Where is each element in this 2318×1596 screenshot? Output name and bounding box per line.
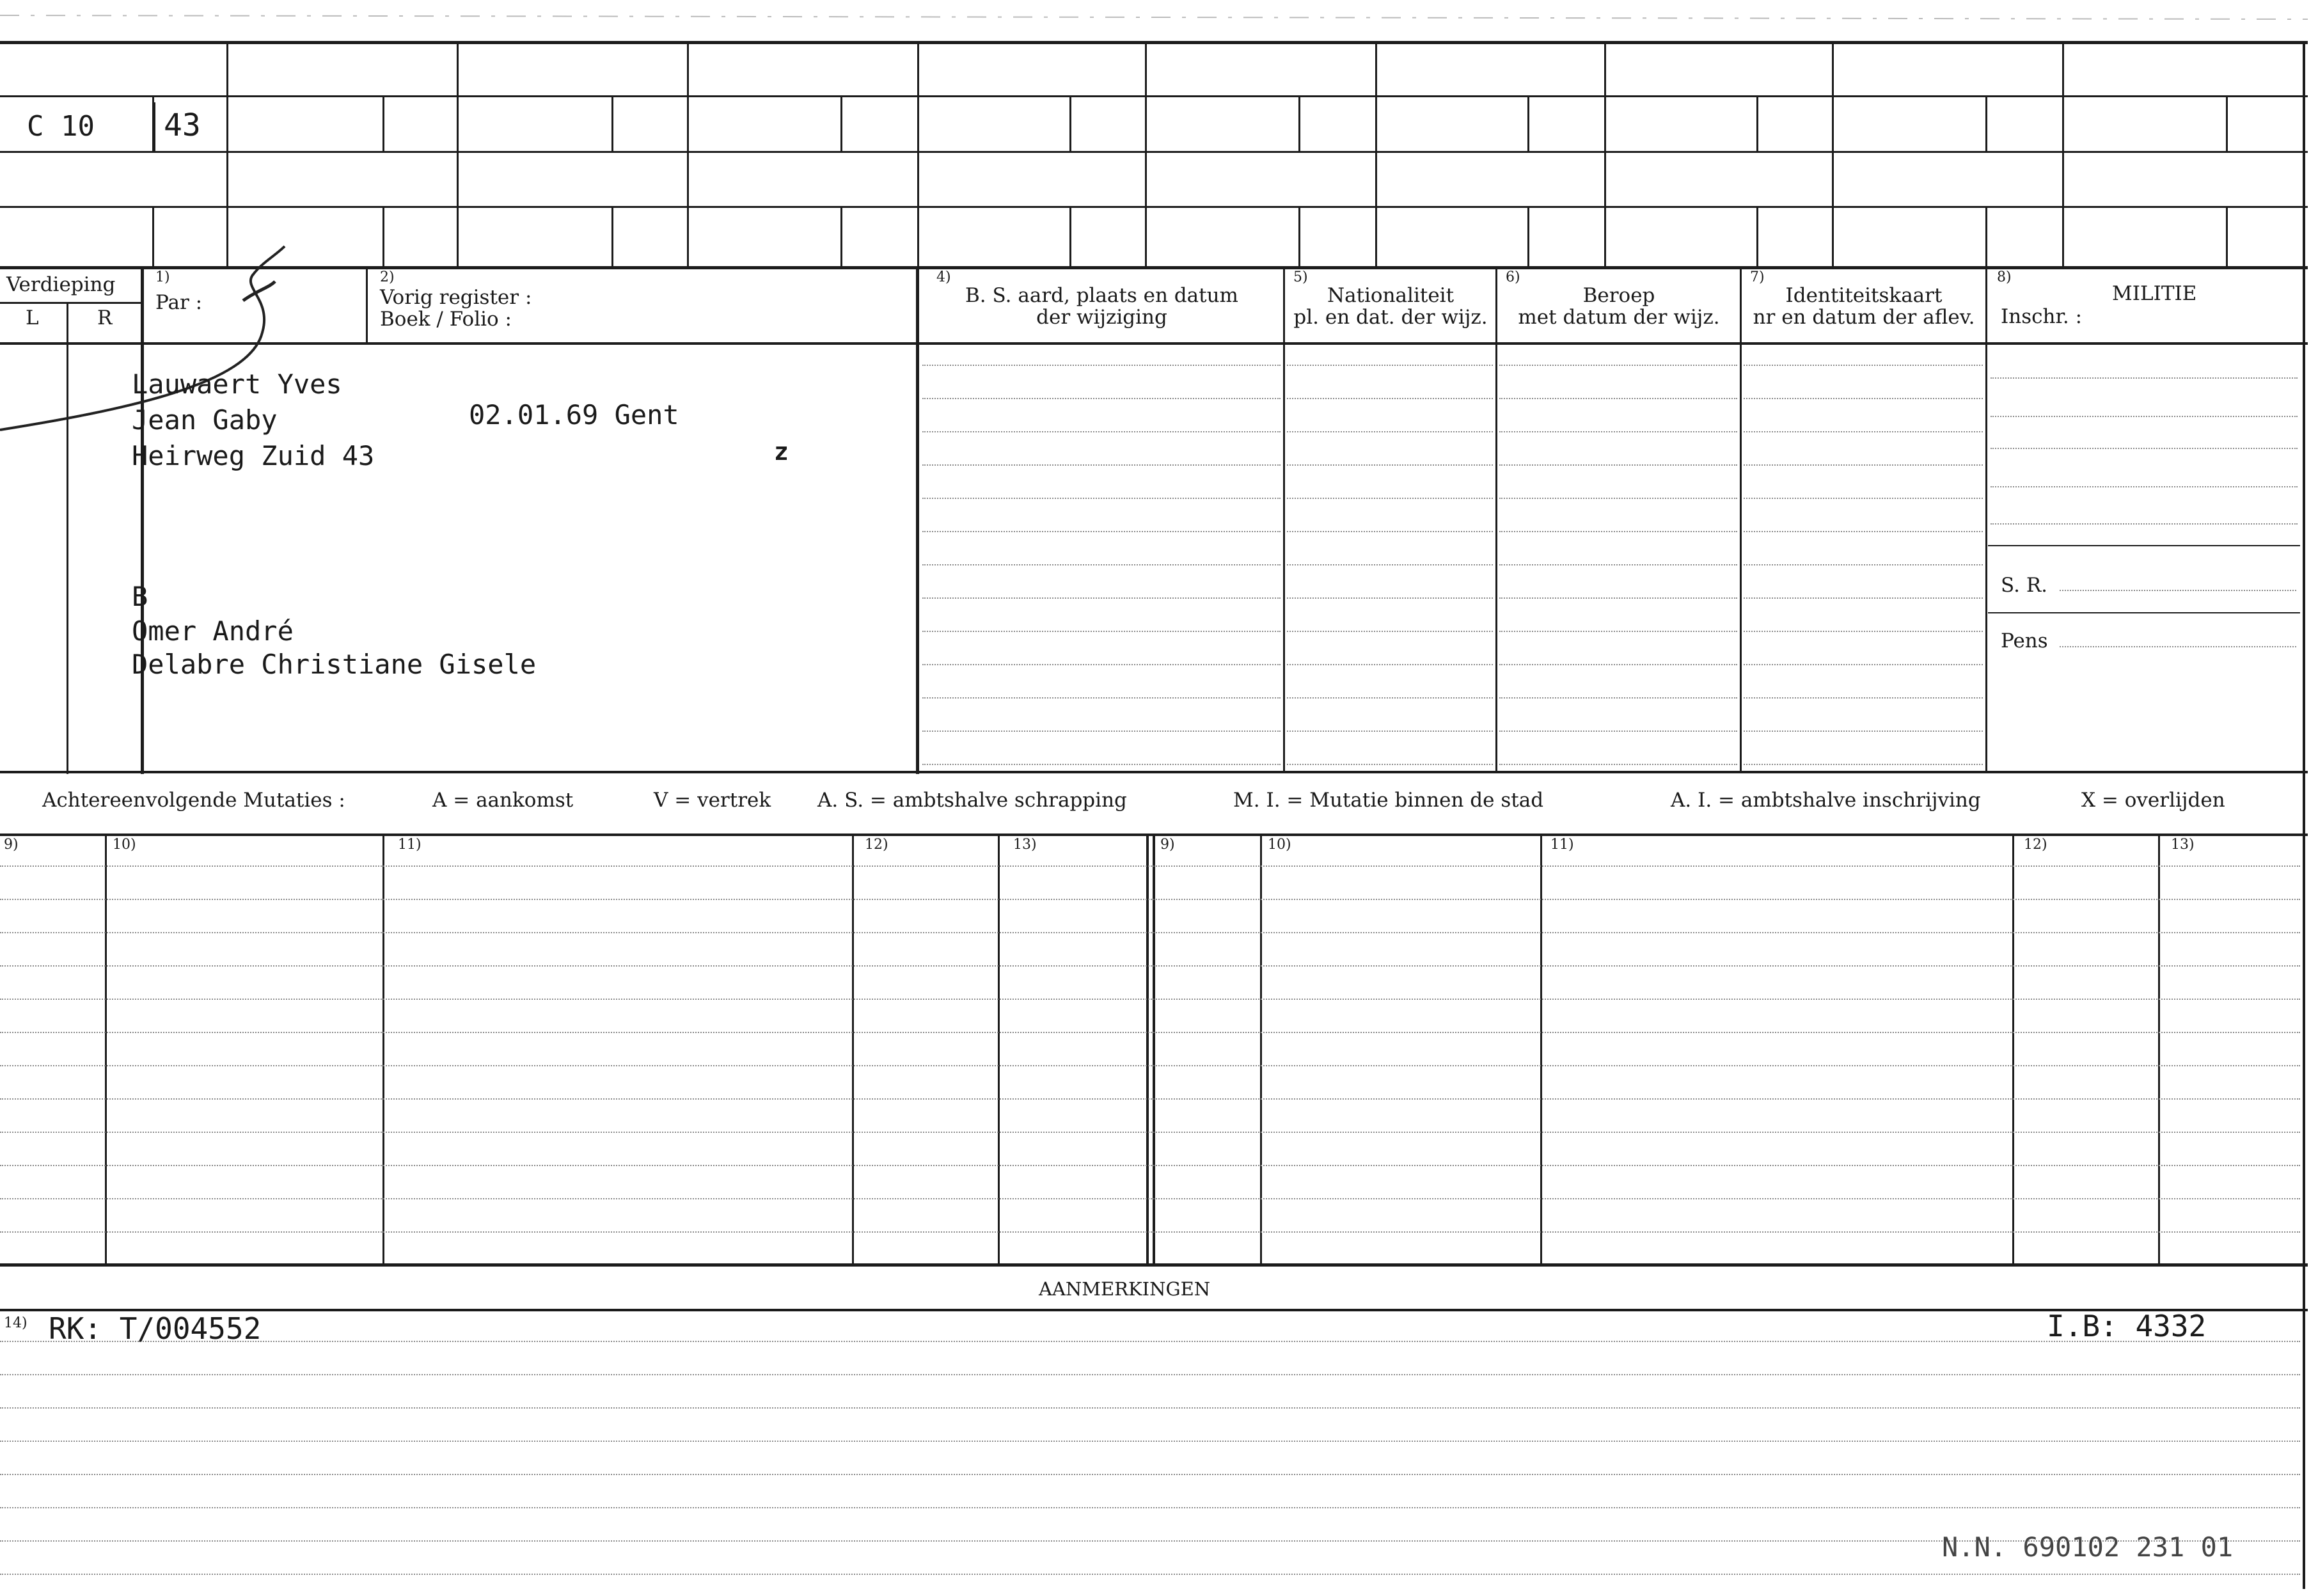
pens-label: Pens [2001, 629, 2048, 652]
aanmerkingen-title: AANMERKINGEN [1039, 1278, 1211, 1300]
bs-header-line1: B. S. aard, plaats en datum [965, 284, 1238, 307]
mut-right-13: 13) [2171, 837, 2195, 853]
col7-number: 7) [1750, 269, 1765, 285]
ledger-section: C 10 [27, 110, 95, 143]
national-number: N.N. 690102 231 01 [1942, 1531, 2234, 1563]
identiteitskaart-header [1742, 285, 1986, 328]
person-name: Lauwaert Yves [132, 368, 342, 400]
bs-header [921, 285, 1282, 328]
mut-left-9: 9) [4, 837, 19, 853]
identiteitskaart-line1: Identiteitskaart [1785, 284, 1943, 307]
mut-left-10: 10) [113, 837, 136, 853]
mut-left-11: 11) [398, 837, 422, 853]
col4-number: 4) [936, 269, 951, 285]
mut-right-10: 10) [1268, 837, 1291, 853]
inschr-label: Inschr. : [2001, 305, 2083, 328]
mut-right-12: 12) [2024, 837, 2047, 853]
legend-x: X = overlijden [2081, 789, 2225, 812]
col8-number: 8) [1997, 269, 2012, 285]
legend-v: V = vertrek [654, 789, 771, 812]
nationaliteit-line1: Nationaliteit [1327, 284, 1455, 307]
verdieping-label: Verdieping [6, 273, 116, 296]
person-birth: 02.01.69 Gent [469, 399, 679, 431]
sr-label: S. R. [2001, 574, 2048, 597]
legend-title: Achtereenvolgende Mutaties : [42, 789, 345, 812]
legend-ai: A. I. = ambtshalve inschrijving [1671, 789, 1981, 812]
mut-left-12: 12) [865, 837, 888, 853]
par-label: Par : [155, 291, 203, 314]
mother-name: Delabre Christiane Gisele [132, 649, 537, 680]
mut-right-9: 9) [1160, 837, 1175, 853]
father-name: Omer André [132, 615, 294, 647]
person-address: Heirweg Zuid 43 [132, 440, 375, 471]
boek-folio-label: Boek / Folio : [380, 308, 512, 331]
militie-label: MILITIE [2112, 282, 2197, 305]
col6-number: 6) [1506, 269, 1520, 285]
col5-number: 5) [1293, 269, 1308, 285]
col1-number: 1) [155, 269, 170, 285]
col2-number: 2) [380, 269, 395, 285]
mut-left-13: 13) [1013, 837, 1037, 853]
beroep-line1: Beroep [1582, 284, 1655, 307]
mut-right-11: 11) [1550, 837, 1574, 853]
bs-header-line2: der wijziging [1036, 306, 1167, 329]
beroep-header [1497, 285, 1740, 328]
vorig-register-label: Vorig register : [380, 286, 532, 309]
remarks-rk: RK: T/004552 [49, 1311, 262, 1346]
remarks-ib: I.B: 4332 [2047, 1309, 2207, 1343]
r-label: R [97, 306, 113, 329]
person-mark-b: B [132, 581, 148, 612]
beroep-line2: met datum der wijz. [1518, 306, 1720, 329]
legend-mi: M. I. = Mutatie binnen de stad [1233, 789, 1544, 812]
ledger-divider [154, 102, 155, 151]
nationaliteit-line2: pl. en dat. der wijz. [1293, 306, 1488, 329]
identiteitskaart-line2: nr en datum der aflev. [1753, 306, 1975, 329]
remarks-number: 14) [4, 1315, 28, 1331]
ledger-number: 43 [164, 107, 201, 143]
legend-a: A = aankomst [432, 789, 574, 812]
person-firstnames: Jean Gaby [132, 404, 278, 436]
nationaliteit-header [1285, 285, 1496, 328]
legend-as: A. S. = ambtshalve schrapping [817, 789, 1127, 812]
l-label: L [26, 306, 39, 329]
person-mark: z [774, 438, 789, 466]
